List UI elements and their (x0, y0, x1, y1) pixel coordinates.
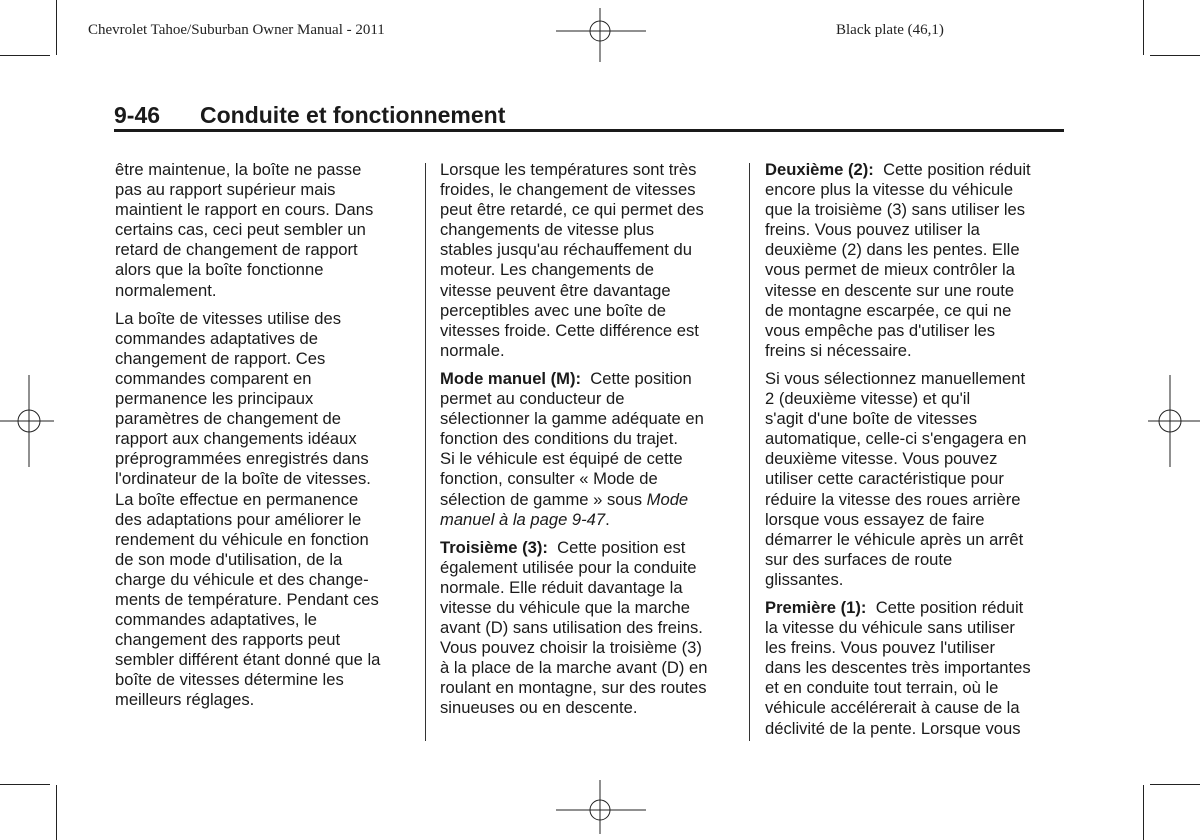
text-line: encore plus la vitesse du véhicule (765, 180, 1014, 200)
text-line: moteur. Les changements de (440, 260, 655, 280)
text-line: meilleurs réglages. (115, 690, 255, 710)
text-line: 2 (deuxième vitesse) et qu'il (765, 389, 971, 409)
text-line: la vitesse du véhicule sans utiliser (765, 618, 1015, 638)
text-line: avant (D) sans utilisation des freins. (440, 618, 703, 638)
text-line: vous permet de mieux contrôler la (765, 260, 1015, 280)
text-line: vitesse peuvent être davantage (440, 280, 671, 300)
text-line: les freins. Vous pouvez l'utiliser (765, 638, 996, 658)
page-number: 9-46 (114, 102, 161, 128)
text-column-1 (115, 160, 415, 719)
text-line: automatique, celle-ci s'engagera en (765, 429, 1027, 449)
text-line: fonction des conditions du trajet. (440, 429, 678, 449)
text-line: démarrer le véhicule après un arrêt (765, 529, 1024, 549)
text-line: roulant en montagne, sur des routes (440, 678, 707, 698)
text-line: véhicule accélérerait à cause de la (765, 698, 1020, 718)
text-line: sur des surfaces de route (765, 549, 953, 569)
text-line: normalement. (115, 280, 217, 300)
text-line: Si vous sélectionnez manuellement (765, 368, 1026, 388)
registration-mark-top (556, 0, 646, 62)
text-line: lorsque vous essayez de faire (765, 509, 985, 529)
crop-mark (1150, 784, 1200, 785)
text-line: déclivité de la pente. Lorsque vous (765, 718, 1021, 738)
text-line: boîte de vitesses détermine les (115, 670, 344, 690)
text-line (765, 160, 1067, 180)
crop-mark (56, 0, 57, 55)
text-line: Vous pouvez choisir la troisième (3) (440, 638, 702, 658)
text-line: réduire la vitesse des roues arrière (765, 489, 1021, 509)
text-line (440, 538, 740, 558)
paragraph (440, 160, 740, 361)
text-line: Lorsque les températures sont très (440, 160, 697, 179)
text-line: pas au rapport supérieur mais (115, 180, 336, 200)
paragraph (765, 598, 1067, 739)
text-line (765, 598, 1067, 618)
text-line: et en conduite tout terrain, où le (765, 678, 999, 698)
text-line: fonction, consulter « Mode de (440, 469, 658, 489)
text-fragment: Cette position réduit (883, 160, 1031, 179)
registration-mark-left (0, 375, 62, 467)
text-line: peut être retardé, ce qui permet des (440, 200, 704, 220)
term-heading: Première (1): (765, 597, 867, 617)
paragraph (765, 369, 1067, 590)
text-line: normale. Elle réduit davantage la (440, 577, 683, 597)
section-title: Conduite et fonctionnement (200, 102, 506, 128)
section-header (114, 100, 1064, 130)
crop-mark (56, 785, 57, 840)
cross-reference: manuel à la page 9‑47 (440, 509, 606, 529)
text-line: alors que la boîte fonctionne (115, 260, 324, 280)
text-line: sinueuses ou en descente. (440, 698, 638, 718)
text-line: dans les descentes très importantes (765, 658, 1031, 678)
text-line (440, 369, 740, 389)
crop-mark (0, 55, 50, 56)
text-fragment: Cette position (590, 368, 692, 388)
text-line: l'ordinateur de la boîte de vitesses. (115, 469, 371, 489)
header-rule (114, 129, 1064, 132)
paragraph (115, 309, 415, 711)
text-line: s'agit d'une boîte de vitesses (765, 409, 978, 429)
text-line: de son mode d'utilisation, de la (115, 549, 343, 569)
text-line: vitesse du véhicule que la marche (440, 597, 690, 617)
text-line: deuxième (2) dans les pentes. Elle (765, 240, 1020, 260)
text-line: commandes adaptatives, le (115, 610, 318, 630)
text-line: La boîte de vitesses utilise des (115, 308, 341, 328)
term-heading: Mode manuel (M): (440, 368, 582, 388)
text-line: permanence les principaux (115, 389, 314, 409)
text-line: permet au conducteur de (440, 389, 625, 409)
text-line: charge du véhicule et des change‐ (115, 569, 369, 589)
text-line: glissantes. (765, 569, 844, 589)
text-line: freins si nécessaire. (765, 340, 912, 360)
text-line: être maintenue, la boîte ne passe (115, 160, 362, 179)
text-line: maintient le rapport en cours. Dans (115, 200, 374, 220)
text-line: deuxième vitesse. Vous pouvez (765, 449, 998, 469)
text-line: à la place de la marche avant (D) en (440, 658, 708, 678)
text-line: vous empêche pas d'utiliser les (765, 320, 996, 340)
text-line: changement des rapports peut (115, 630, 341, 650)
cross-reference: Mode (646, 489, 689, 509)
crop-mark (1143, 0, 1144, 55)
text-line: stables jusqu'au réchauffement du (440, 240, 692, 260)
paragraph (440, 369, 740, 530)
text-line: de montagne escarpée, ce qui ne (765, 300, 1012, 320)
text-line: froides, le changement de vitesses (440, 180, 696, 200)
text-fragment: Cette position est (557, 537, 686, 557)
text-line: utiliser cette caractéristique pour (765, 469, 1004, 489)
term-heading: Deuxième (2): (765, 160, 874, 179)
text-line: vitesse en descente sur une route (765, 280, 1015, 300)
text-line: perceptibles avec une boîte de (440, 300, 667, 320)
text-line: normale. (440, 340, 505, 360)
crop-mark (1143, 785, 1144, 840)
running-head-left: Chevrolet Tahoe/Suburban Owner Manual - 2011 (88, 22, 385, 38)
column-divider (425, 163, 426, 741)
text-line: sembler différent étant donné que la (115, 650, 381, 670)
paragraph (115, 160, 415, 301)
column-divider (749, 163, 750, 741)
text-line: préprogrammées enregistrés dans (115, 449, 369, 469)
text-line: certains cas, ceci peut sembler un (115, 220, 366, 240)
text-column-2 (440, 160, 740, 727)
text-line: changement de rapport. Ces (115, 348, 326, 368)
text-line: paramètres de changement de (115, 409, 342, 429)
text-line: commandes adaptatives de (115, 328, 318, 348)
paragraph (440, 538, 740, 719)
running-head-right: Black plate (46,1) (836, 22, 944, 38)
text-line: retard de changement de rapport (115, 240, 358, 260)
term-heading: Troisième (3): (440, 537, 548, 557)
text-line: freins. Vous pouvez utiliser la (765, 220, 980, 240)
registration-mark-right (1140, 375, 1200, 467)
text-line: vitesses froide. Cette différence est (440, 320, 699, 340)
crop-mark (0, 784, 50, 785)
text-line: changements de vitesse plus (440, 220, 655, 240)
text-line (440, 490, 740, 510)
text-line: des adaptations pour améliorer le (115, 509, 362, 529)
text-line: Si le véhicule est équipé de cette (440, 449, 683, 469)
text-line: rendement du véhicule en fonction (115, 529, 369, 549)
text-line: sélectionner la gamme adéquate en (440, 409, 704, 429)
paragraph (765, 160, 1067, 361)
text-line: commandes comparent en (115, 368, 312, 388)
crop-mark (1150, 55, 1200, 56)
text-column-3 (765, 160, 1067, 747)
text-line: rapport aux changements idéaux (115, 429, 357, 449)
text-line: également utilisée pour la conduite (440, 557, 697, 577)
text-fragment: Cette position réduit (875, 597, 1024, 617)
registration-mark-bottom (556, 780, 646, 840)
text-line: ments de température. Pendant ces (115, 589, 379, 609)
text-line: que la troisième (3) sans utiliser les (765, 200, 1026, 220)
text-fragment: sélection de gamme » sous (440, 489, 643, 509)
text-fragment: . (605, 509, 610, 529)
text-line: La boîte effectue en permanence (115, 489, 359, 509)
text-line (440, 510, 740, 530)
